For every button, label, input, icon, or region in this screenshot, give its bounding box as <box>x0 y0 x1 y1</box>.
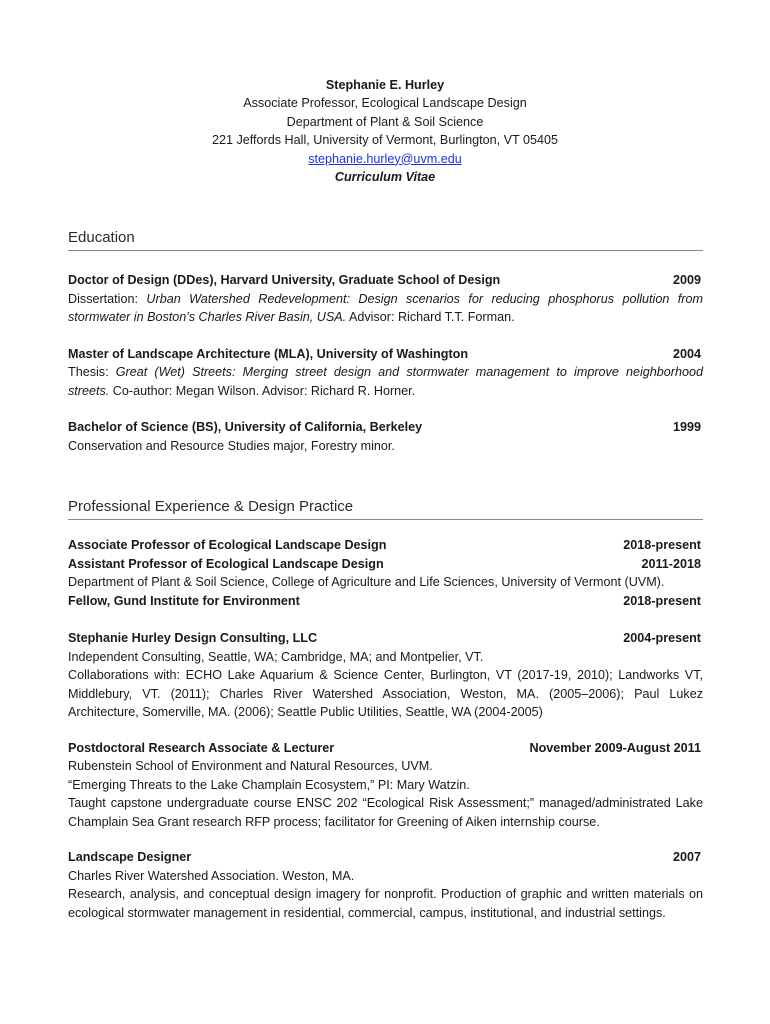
position-description: Collaborations with: ECHO Lake Aquarium & Science Center, Burlington, VT (2017-19, 2010); Landworks VT, Middlebury, VT. (2011); Charles River Watershed Association, Weston, MA. (2005–2006); Paul Lukez Architecture, Somerville, MA. (2006); Seattle Public Utilities, Seattle, WA (2004-2005) <box>68 668 703 719</box>
position-description: “Emerging Threats to the Lake Champlain Ecosystem,” PI: Mary Watzin. <box>68 777 470 792</box>
author-title: Associate Professor, Ecological Landscape Design <box>243 96 527 111</box>
education-entry-bs <box>68 418 703 455</box>
degree-description: Conservation and Resource Studies major, Forestry minor. <box>68 438 395 453</box>
position-date: 2011-2018 <box>641 556 701 571</box>
position-description: Charles River Watershed Association. Weston, MA. <box>68 868 355 883</box>
degree-title: Bachelor of Science (BS), University of California, Berkeley <box>68 420 423 434</box>
degree-year: 2004 <box>672 346 701 361</box>
cv-header <box>0 76 770 186</box>
position-description: Independent Consulting, Seattle, WA; Cambridge, MA; and Montpelier, VT. <box>68 649 484 664</box>
degree-description: Dissertation: Urban Watershed Redevelopment: Design scenarios for reducing phosphorus pollution from stormwater in Boston's Charles River Basin, USA. Advisor: Richard T.T. Forman. <box>68 291 703 324</box>
position-date: November 2009-August 2011 <box>529 740 701 755</box>
position-description: Research, analysis, and conceptual design imagery for nonprofit. Production of graphic and written materials on ecological stormwater management in residential, commercial, campus, institutional, and industrial settings. <box>68 887 703 920</box>
degree-year: 2009 <box>672 273 701 287</box>
position-date: 2007 <box>672 850 701 864</box>
degree-title: Master of Landscape Architecture (MLA), University of Washington <box>68 346 469 361</box>
cv-content <box>68 228 703 922</box>
author-department: Department of Plant & Soil Science <box>286 114 484 129</box>
experience-entry-uvm <box>68 536 703 610</box>
education-entry-mla <box>68 345 703 401</box>
degree-title: Doctor of Design (DDes), Harvard University, Graduate School of Design <box>68 273 501 287</box>
author-address: 221 Jeffords Hall, University of Vermont, Burlington, VT 05405 <box>211 133 559 148</box>
position-title: Fellow, Gund Institute for Environment <box>68 593 300 608</box>
position-title: Postdoctoral Research Associate & Lecturer <box>68 740 335 755</box>
experience-entry-postdoc <box>68 739 703 832</box>
position-title: Stephanie Hurley Design Consulting, LLC <box>68 631 318 645</box>
education-heading: Education <box>68 228 703 251</box>
position-description: Rubenstein School of Environment and Natural Resources, UVM. <box>68 759 433 773</box>
experience-entry-consulting <box>68 629 703 722</box>
degree-description: Thesis: Great (Wet) Streets: Merging street design and stormwater management to improve neighborhood streets. Co-author: Megan Wilson. Advisor: Richard R. Horner. <box>68 365 704 398</box>
position-title: Landscape Designer <box>68 850 192 864</box>
position-title: Assistant Professor of Ecological Landscape Design <box>68 556 384 571</box>
position-date: 2004-present <box>623 631 701 645</box>
position-description: Department of Plant & Soil Science, College of Agriculture and Life Sciences, University of Vermont (UVM). <box>68 575 665 589</box>
position-date: 2018-present <box>623 593 701 608</box>
position-title: Associate Professor of Ecological Landscape Design <box>68 538 387 552</box>
degree-year: 1999 <box>672 420 701 434</box>
position-description: Taught capstone undergraduate course ENSC 202 “Ecological Risk Assessment;” managed/administrated Lake Champlain Sea Grant research RFP process; facilitator for Greening of Aiken internship course. <box>68 796 703 829</box>
author-name: Stephanie E. Hurley <box>325 78 445 92</box>
email-link[interactable]: stephanie.hurley@uvm.edu <box>308 151 462 166</box>
experience-heading: Professional Experience & Design Practice <box>68 497 703 520</box>
education-entry-ddes <box>68 271 703 327</box>
experience-entry-landscape-designer <box>68 848 703 922</box>
document-title: Curriculum Vitae <box>334 170 436 185</box>
position-date: 2018-present <box>623 538 701 552</box>
